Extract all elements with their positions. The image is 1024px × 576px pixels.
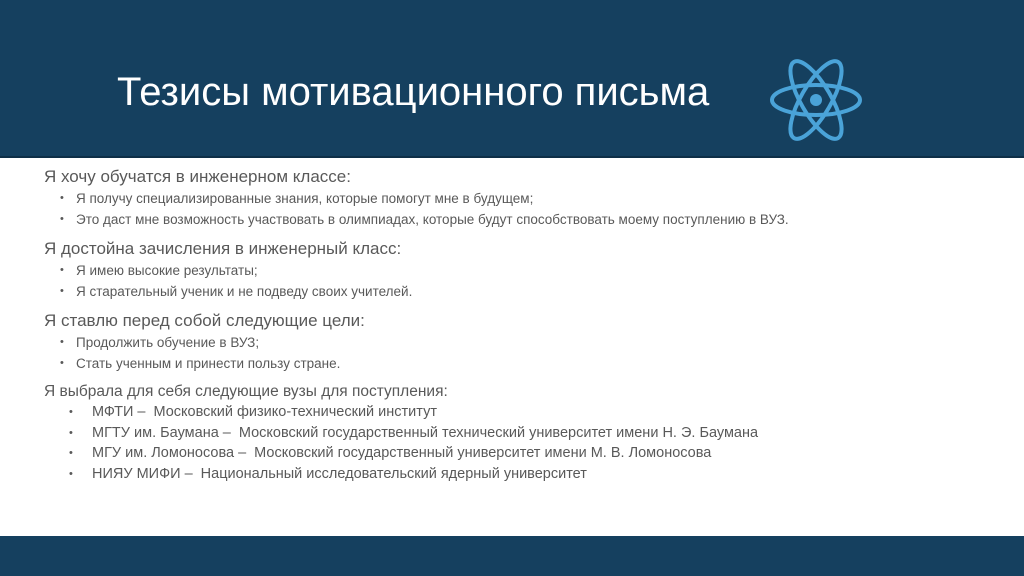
- university-abbr: МГУ им. Ломоносова –: [92, 445, 247, 461]
- bullet-icon: •: [60, 213, 64, 225]
- bullet-icon: •: [60, 357, 64, 369]
- section-heading: Я хочу обучатся в инженерном классе:: [44, 167, 351, 186]
- section-goals: [44, 310, 1004, 374]
- bullet-icon: •: [60, 336, 64, 348]
- list-item: • Я имею высокие результаты;: [44, 260, 1004, 281]
- list-item: • Стать ученным и принести пользу стране.: [44, 353, 1004, 374]
- bullet-icon: •: [69, 426, 73, 439]
- university-name: Московский государственный университет имени М. В. Ломоносова: [254, 445, 712, 461]
- university-name: Московский государственный технический университет имени Н. Э. Баумана: [238, 424, 759, 441]
- section-heading: Я ставлю перед собой следующие цели:: [44, 311, 365, 330]
- list-item: • Я получу специализированные знания, которые помогут мне в будущем;: [44, 188, 1004, 209]
- section-universities: [44, 382, 1004, 484]
- bullet-list: [44, 188, 1004, 230]
- section-heading: Я достойна зачисления в инженерный класс:: [44, 239, 402, 258]
- university-abbr: НИЯУ МИФИ –: [92, 465, 193, 482]
- bullet-icon: •: [69, 447, 73, 459]
- university-abbr: МГТУ им. Баумана –: [92, 424, 231, 441]
- university-item: [44, 423, 1004, 444]
- university-item: [44, 443, 1004, 464]
- bullet-list: [44, 260, 1004, 302]
- section-learn: [44, 166, 1004, 230]
- university-name: Московский физико-технический институт: [153, 404, 437, 420]
- university-name: Национальный исследовательский ядерный университет: [200, 465, 587, 482]
- bullet-icon: •: [60, 192, 64, 204]
- section-heading: Я выбрала для себя следующие вузы для поступления:: [44, 383, 448, 400]
- university-item: [44, 464, 1004, 485]
- slide-content: [44, 166, 1004, 484]
- list-item: • Я старательный ученик и не подведу своих учителей.: [44, 281, 1004, 302]
- section-worthy: [44, 238, 1004, 302]
- bullet-icon: •: [60, 264, 64, 276]
- bullet-icon: •: [69, 467, 73, 480]
- footer-bar: [0, 536, 1024, 576]
- university-abbr: МФТИ –: [92, 404, 146, 420]
- title-bar: [0, 0, 1024, 158]
- atom-icon: [768, 48, 864, 152]
- university-list: [44, 402, 1004, 484]
- bullet-icon: •: [60, 285, 64, 297]
- slide-title: Тезисы мотивационного письма: [117, 70, 710, 114]
- list-item: • Продолжить обучение в ВУЗ;: [44, 332, 1004, 353]
- bullet-icon: •: [69, 406, 73, 418]
- bullet-list: [44, 332, 1004, 374]
- university-item: [44, 402, 1004, 423]
- list-item: • Это даст мне возможность участвовать в олимпиадах, которые будут способствовать моему поступлению в ВУЗ.: [44, 209, 1004, 230]
